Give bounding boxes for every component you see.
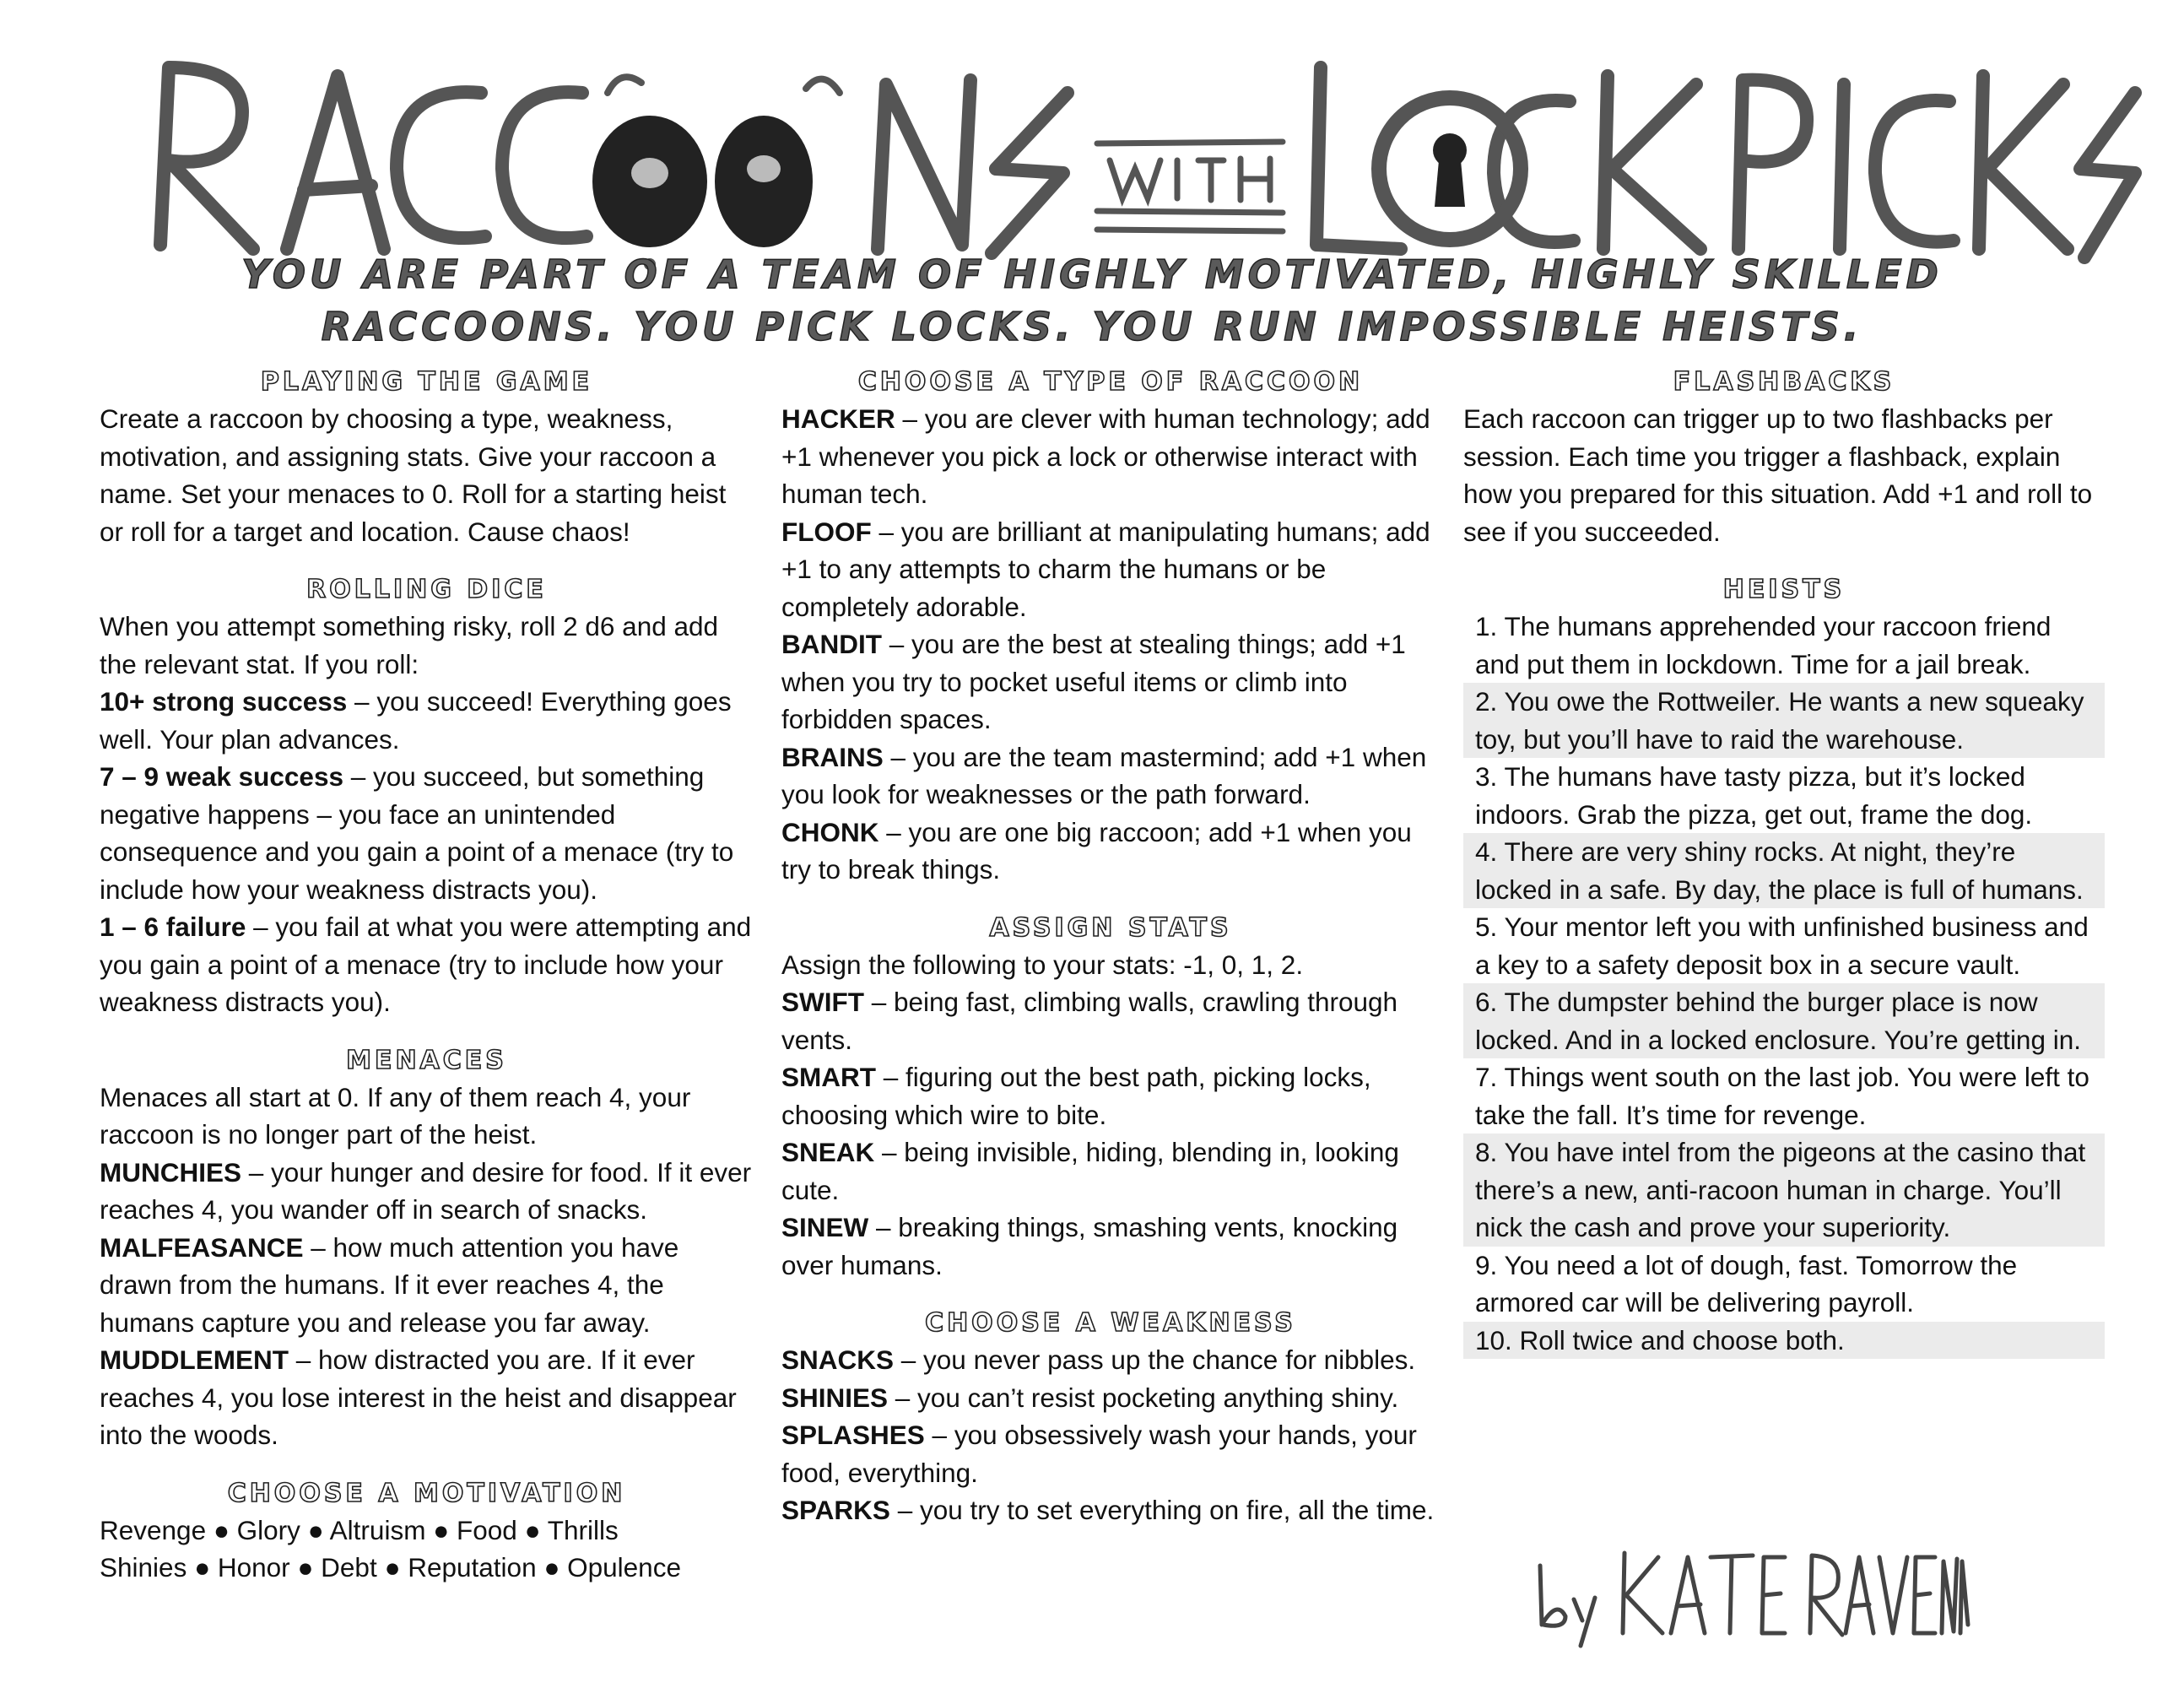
heading-playing-the-game: PLAYING THE GAME <box>260 367 593 397</box>
motivation-line-2: Shinies ● Honor ● Debt ● Reputation ● Opulence <box>100 1552 681 1582</box>
heist-item: 3. The humans have tasty pizza, but it’s locked indoors. Grab the pizza, get out, frame the dog. <box>1475 761 2033 830</box>
menaces-intro: Menaces all start at 0. If any of them reach 4, your raccoon is no longer part of the heist. <box>100 1081 691 1150</box>
type-entry: BANDIT – you are the best at stealing things; add +1 when you try to pocket useful items or climb into forbidden spaces. <box>781 629 1406 734</box>
heading-choose-a-type: CHOOSE A TYPE OF RACCOON <box>857 367 1364 397</box>
heading-choose-a-weakness: CHOOSE A WEAKNESS <box>925 1308 1296 1338</box>
type-entry: BRAINS – you are the team mastermind; add +1 when you look for weaknesses or the path forward. <box>781 741 1427 809</box>
heist-item: 6. The dumpster behind the burger place is now locked. And in a locked enclosure. You’re getting in. <box>1463 983 2105 1058</box>
author-signature <box>1532 1532 1970 1650</box>
heading-flashbacks: FLASHBACKS <box>1673 367 1895 397</box>
rolling-entry: 10+ strong success – you succeed! Everything goes well. Your plan advances. <box>100 686 732 755</box>
heist-item: 8. You have intel from the pigeons at the casino that there’s a new, anti-racoon human in charge. You’ll nick the cash and prove your superiority. <box>1463 1133 2105 1247</box>
type-entry: CHONK – you are one big raccoon; add +1 when you try to break things. <box>781 816 1412 885</box>
motivation-line-1: Revenge ● Glory ● Altruism ● Food ● Thrills <box>100 1514 619 1545</box>
heading-choose-a-motivation: CHOOSE A MOTIVATION <box>227 1478 626 1508</box>
heist-item: 9. You need a lot of dough, fast. Tomorrow the armored car will be delivering payroll. <box>1475 1249 2018 1317</box>
heist-item: 4. There are very shiny rocks. At night, they’re locked in a safe. By day, the place is full of humans. <box>1463 833 2105 908</box>
stat-entry: SMART – figuring out the best path, picking locks, choosing which wire to bite. <box>781 1062 1371 1130</box>
menace-entry: MALFEASANCE – how much attention you have drawn from the humans. If it ever reaches 4, the humans capture you and release you far away. <box>100 1231 679 1338</box>
heading-rolling-dice: ROLLING DICE <box>306 575 547 604</box>
title-banner <box>0 34 2184 279</box>
column-left <box>100 365 754 1587</box>
stats-intro: Assign the following to your stats: -1, 0, 1, 2. <box>781 949 1304 980</box>
heading-menaces: MENACES <box>346 1045 507 1075</box>
heading-heists: HEISTS <box>1722 575 1846 604</box>
stat-entry: SWIFT – being fast, climbing walls, crawling through vents. <box>781 987 1398 1055</box>
tagline-line-2: RACCOONS. YOU PICK LOCKS. YOU RUN IMPOSSIBLE HEISTS. <box>321 304 1863 349</box>
stat-entry: SINEW – breaking things, smashing vents, knocking over humans. <box>781 1212 1398 1280</box>
heist-item: 5. Your mentor left you with unfinished business and a key to a safety deposit box in a secure vault. <box>1475 912 2089 980</box>
rolling-entry: 7 – 9 weak success – you succeed, but something negative happens – you face an unintended consequence and you gain a point of a menace (try to include how your weakness distracts you). <box>100 761 734 905</box>
menace-entry: MUDDLEMENT – how distracted you are. If it ever reaches 4, you lose interest in the heist and disappear into the woods. <box>100 1344 737 1450</box>
stat-entry: SNEAK – being invisible, hiding, blending in, looking cute. <box>781 1137 1399 1205</box>
rolling-entry: 1 – 6 failure – you fail at what you were attempting and you gain a point of a menace (try to include how your weakness distracts you). <box>100 912 752 1017</box>
heading-assign-stats: ASSIGN STATS <box>989 912 1232 943</box>
flashbacks-text: Each raccoon can trigger up to two flashbacks per session. Each time you trigger a flashback, explain how you prepared for this situation. Add +1 and roll to see if you succeeded. <box>1463 403 2093 547</box>
type-entry: HACKER – you are clever with human technology; add +1 whenever you pick a lock or otherwise interact with human tech. <box>781 403 1430 509</box>
heist-item: 1. The humans apprehended your raccoon friend and put them in lockdown. Time for a jail break. <box>1475 611 2052 679</box>
playing-text: Create a raccoon by choosing a type, weakness, motivation, and assigning stats. Give your raccoon a name. Set your menaces to 0. Roll for a starting heist or roll for a target and location. Cause chaos! <box>100 403 727 547</box>
weakness-entry: SPLASHES – you obsessively wash your hands, your food, everything. <box>781 1420 1417 1488</box>
weakness-entry: SNACKS – you never pass up the chance for nibbles. <box>781 1344 1416 1375</box>
weakness-entry: SPARKS – you try to set everything on fire, all the time. <box>781 1495 1435 1525</box>
rolling-intro: When you attempt something risky, roll 2 d6 and add the relevant stat. If you roll: <box>100 611 719 679</box>
weakness-entry: SHINIES – you can’t resist pocketing anything shiny. <box>781 1382 1399 1413</box>
column-middle <box>781 365 1440 1529</box>
heist-item: 7. Things went south on the last job. You were left to take the fall. It’s time for revenge. <box>1475 1062 2089 1130</box>
tagline-line-1: YOU ARE PART OF A TEAM OF HIGHLY MOTIVATED, HIGHLY SKILLED <box>241 252 1943 297</box>
title-logo <box>0 34 2184 279</box>
heist-item: 2. You owe the Rottweiler. He wants a new squeaky toy, but you’ll have to raid the warehouse. <box>1463 683 2105 758</box>
menace-entry: MUNCHIES – your hunger and desire for food. If it ever reaches 4, you wander off in search of snacks. <box>100 1156 752 1225</box>
column-right <box>1463 365 2105 1359</box>
heist-item: 10. Roll twice and choose both. <box>1463 1322 2105 1360</box>
type-entry: FLOOF – you are brilliant at manipulating humans; add +1 to any attempts to charm the humans or be completely adorable. <box>781 516 1430 622</box>
